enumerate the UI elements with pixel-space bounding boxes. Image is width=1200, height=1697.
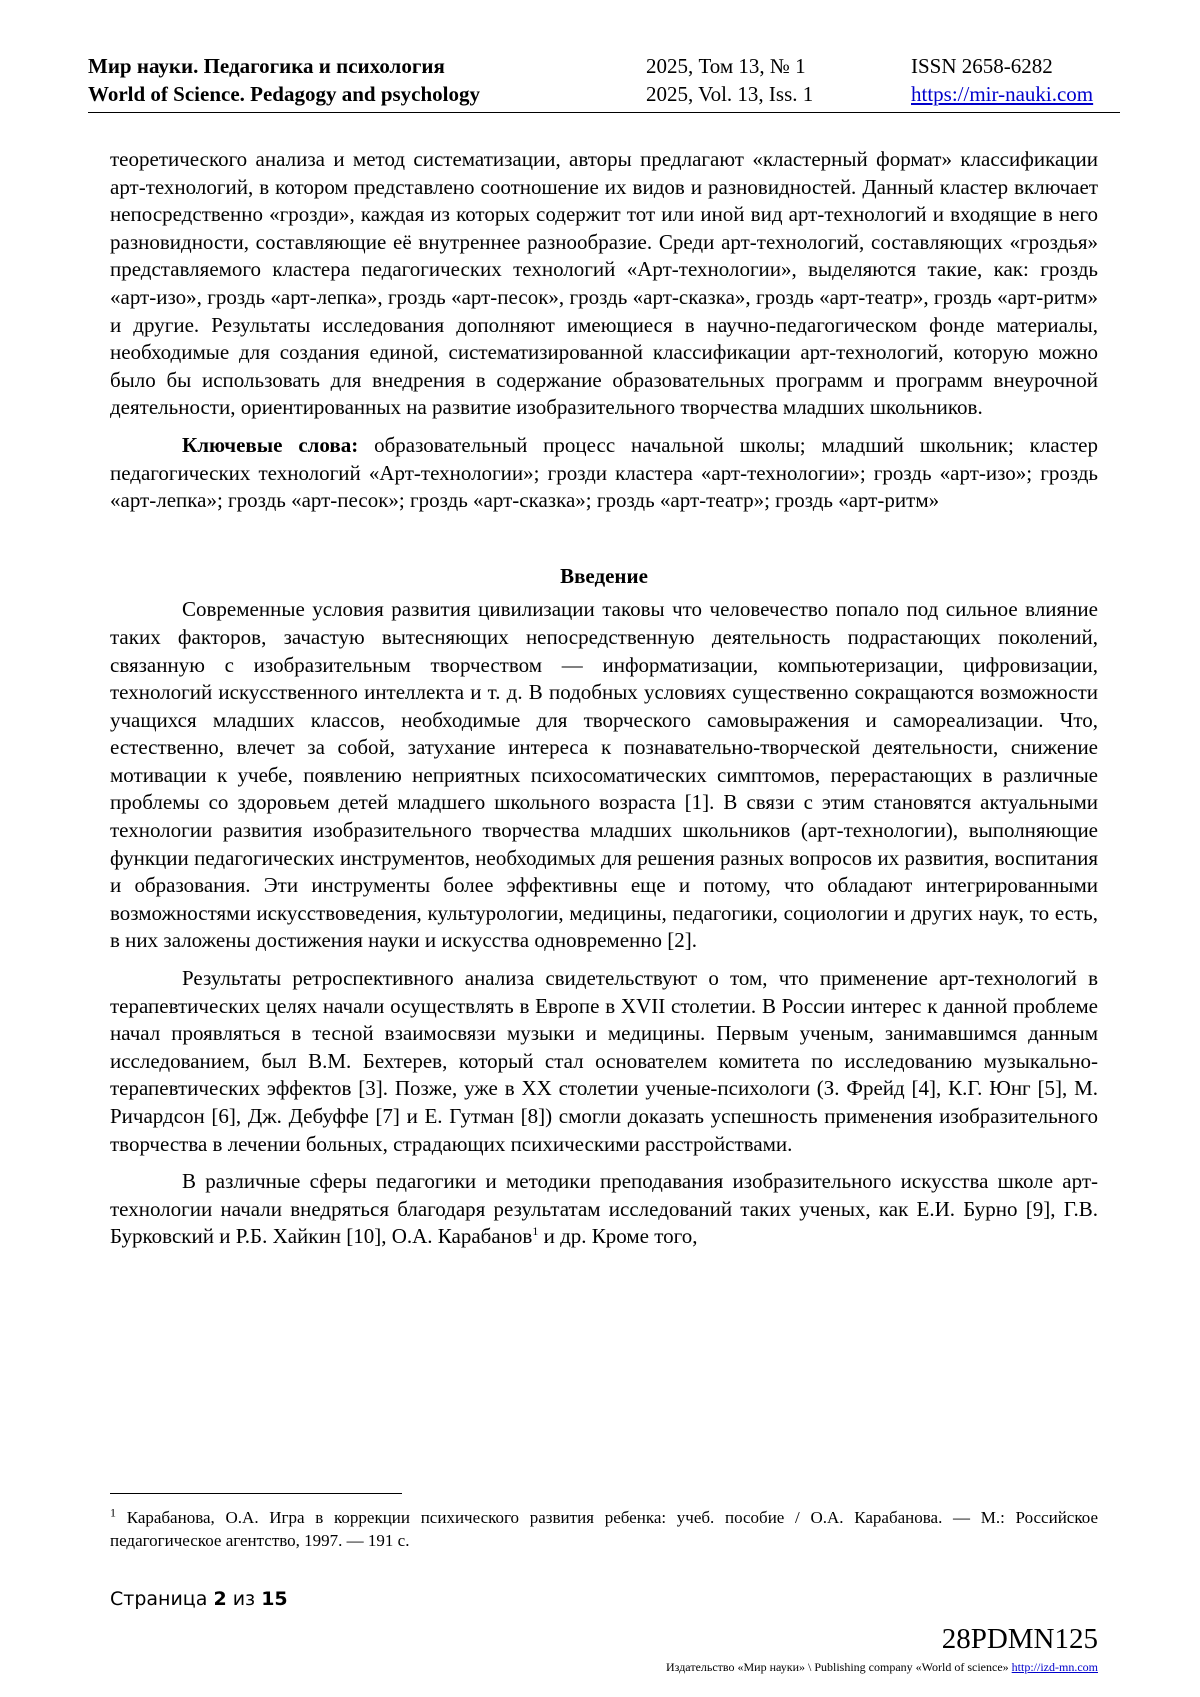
issue-info-ru: 2025, Том 13, № 1 (646, 54, 806, 78)
journal-header (88, 52, 1120, 113)
body-paragraph-2: Результаты ретроспективного анализа свидетельствуют о том, что применение арт-технологий в терапевтических целях начали осуществлять в Европе в XVII столетии. В России интерес к данной проблеме начал проявляться в тесной взаимосвязи музыки и медицины. Первым ученым, занимавшимся данным исследованием, был В.М. Бехтерев, который стал основателем комитета по исследованию музыкально-терапевтических эффектов [3]. Позже, уже в XX столетии ученые-психологи (З. Фрейд [4], К.Г. Юнг [5], М. Ричардсон [6], Дж. Дебуффе [7] и Е. Гутман [8]) смогли доказать успешность применения изобразительного творчества в лечении больных, страдающих психическими расстройствами. (110, 966, 1098, 1156)
page-total: 15 (261, 1588, 288, 1610)
body-paragraph-3-tail: и др. Кроме того, (538, 1224, 698, 1249)
publisher-url-link[interactable]: http://izd-mn.com (1011, 1660, 1098, 1674)
page-number (110, 1588, 288, 1610)
journal-title-en: World of Science. Pedagogy and psychology (88, 82, 481, 106)
footnote-reference[interactable]: 1 (532, 1224, 539, 1239)
publisher-text: Издательство «Мир науки» \ Publishing company «World of science» (666, 1660, 1012, 1674)
article-body (110, 146, 1098, 1251)
page-current: 2 (213, 1588, 227, 1610)
journal-title-ru: Мир науки. Педагогика и психология (88, 54, 445, 78)
footnote-number: 1 (110, 1505, 116, 1520)
page-label: Страница (110, 1588, 214, 1610)
keywords-text: образовательный процесс начальной школы; младший школьник; кластер педагогических технологий «Арт-технологии»; грозди кластера «арт-технологии»; гроздь «арт-изо»; гроздь «арт-лепка»; гроздь «арт-песок»; гроздь «арт-сказка»; гроздь «арт-театр»; гроздь «арт-ритм» (110, 432, 1098, 513)
body-paragraph-3 (110, 1168, 1098, 1251)
body-paragraph-1: Современные условия развития цивилизации таковы что человечество попало под сильное влияние таких факторов, зачастую вытесняющих непосредственную деятельность подрастающих поколений, связанную с изобразительным творчеством — информатизации, компьютеризации, цифровизации, технологий искусственного интеллекта и т. д. В подобных условиях существенно сокращаются возможности учащихся младших классов, необходимые для творческого самовыражения и самореализации. Что, естественно, влечет за собой, затухание интереса к познавательно-творческой деятельности, снижение мотивации к учебе, появлению неприятных психосоматических симптомов, перерастающих в различные проблемы со здоровьем детей младшего школьного возраста [1]. В связи с этим становятся актуальными технологии развития изобразительного творчества младших школьников (арт-технологии), выполняющие функции педагогических инструментов, необходимых для решения разных вопросов их развития, воспитания и образования. Эти инструменты более эффективны еще и потому, что обладают интегрированными возможностями искусствоведения, культурологии, медицины, педагогики, социологии и других наук, то есть, в них заложены достижения науки и искусства одновременно [2]. (110, 597, 1098, 953)
journal-title (88, 52, 480, 108)
issue-info-en: 2025, Vol. 13, Iss. 1 (646, 82, 814, 106)
footnote-divider (110, 1493, 402, 1494)
article-code: 28PDMN125 (941, 1623, 1098, 1655)
keywords-label: Ключевые слова: (182, 432, 359, 457)
issn-block (911, 52, 1093, 108)
section-title: Введение (560, 563, 648, 588)
footnote (110, 1506, 1098, 1552)
issue-info (646, 52, 813, 108)
abstract-paragraph: теоретического анализа и метод систематизации, авторы предлагают «кластерный формат» классификации арт-технологий, в котором представлено соотношение их видов и разновидностей. Данный кластер включает непосредственно «грозди», каждая из которых содержит тот или иной вид арт-технологий и входящие в него разновидности, составляющие её внутреннее разнообразие. Среди арт-технологий, составляющих «гроздья» представляемого кластера педагогических технологий «Арт-технологии», выделяются такие, как: гроздь «арт-изо», гроздь «арт-лепка», гроздь «арт-песок», гроздь «арт-сказка», гроздь «арт-театр», гроздь «арт-ритм» и другие. Результаты исследования дополняют имеющиеся в научно-педагогическом фонде материалы, необходимые для создания единой, систематизированной классификации арт-технологий, которую можно было бы использовать для внедрения в содержание образовательных программ и программ внеурочной деятельности, ориентированных на развитие изобразительного творчества младших школьников. (110, 147, 1098, 420)
publisher-line (666, 1659, 1098, 1675)
keywords-paragraph (110, 432, 1098, 515)
footnote-text: Карабанова, О.А. Игра в коррекции психического развития ребенка: учеб. пособие / О.А. Карабанова. — М.: Российское педагогическое агентство, 1997. — 191 с. (110, 1508, 1098, 1550)
page-of: из (226, 1588, 262, 1610)
journal-url-link[interactable]: https://mir-nauki.com (911, 82, 1094, 106)
issn: ISSN 2658-6282 (911, 54, 1053, 78)
body-paragraph-3-text: В различные сферы педагогики и методики преподавания изобразительного искусства школе арт-технологии начали внедряться благодаря результатам исследований таких ученых, как Е.И. Бурно [9], Г.В. Бурковский и Р.Б. Хайкин [10], О.А. Карабанов (110, 1169, 1098, 1249)
